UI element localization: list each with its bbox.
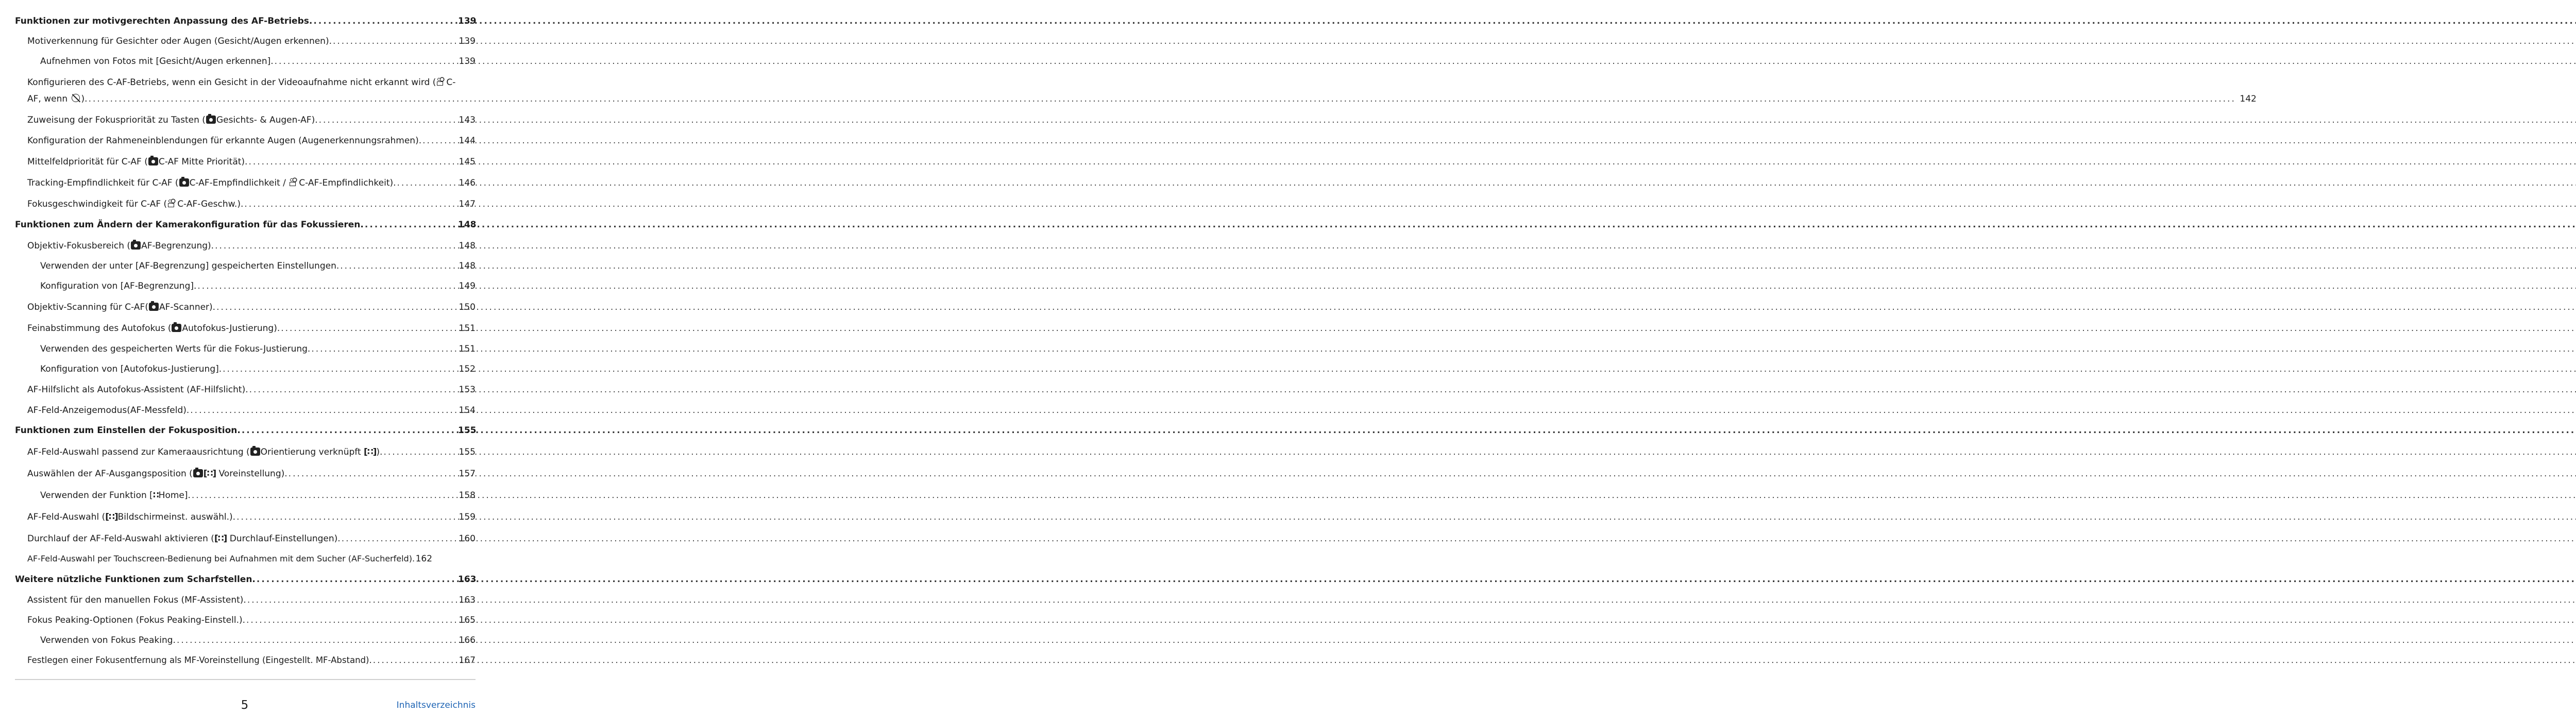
camera-icon	[131, 241, 141, 250]
toc-entry[interactable]	[15, 302, 476, 313]
leader-dots	[319, 114, 455, 126]
toc-entry-title: Konfiguration von [Autofokus-Justierung].	[40, 364, 222, 374]
toc-entry-title-part: Fokusgeschwindigkeit für C-AF (	[27, 199, 167, 209]
toc-entry-title: Aufnehmen von Fotos mit [Gesicht/Augen erkennen].	[40, 56, 274, 67]
toc-entry-page: 151	[459, 344, 476, 354]
toc-entry-title-part: Auswählen der AF-Ausgangsposition (	[27, 469, 193, 479]
leader-dots	[192, 490, 455, 501]
leader-dots	[89, 93, 2236, 105]
toc-entry-title-part: Zuweisung der Fokuspriorität zu Tasten (	[27, 115, 206, 125]
toc-entry[interactable]	[15, 533, 476, 544]
leader-dots	[397, 177, 455, 189]
toc-entry-page: 160	[459, 534, 476, 544]
toc-entry-title: Motiverkennung für Gesichter oder Augen (Gesicht/Augen erkennen).	[27, 36, 332, 46]
toc-entry[interactable]	[15, 405, 476, 416]
toc-entry-title: Fokus Peaking-Optionen (Fokus Peaking-Einstell.).	[27, 615, 246, 625]
toc-entry-page: 148	[459, 241, 476, 251]
camera-icon	[206, 115, 216, 124]
leader-dots	[311, 343, 455, 355]
toc-entry-page: 162	[415, 554, 433, 564]
toc-entry[interactable]	[15, 114, 476, 126]
toc-entry-title-part: Mittelfeldpriorität für C-AF (	[27, 157, 148, 167]
leader-dots	[340, 260, 455, 272]
af-point-icon: [∷]	[203, 469, 216, 479]
leader-dots	[177, 635, 455, 646]
toc-entry-title-part: AF-Scanner).	[159, 302, 216, 312]
toc-entry[interactable]	[15, 635, 476, 646]
toc-entry-page: 155	[459, 447, 476, 457]
toc-entry-title-part: Verwenden der Funktion [	[40, 490, 153, 501]
toc-entry-title-part: AF, wenn	[27, 94, 71, 104]
toc-entry-page: 159	[459, 512, 476, 522]
toc-entry-title-part: C-AF-Empfindlichkeit /	[189, 178, 289, 188]
toc-link[interactable]: Inhaltsverzeichnis	[396, 700, 476, 710]
af-point-icon: ∷	[152, 490, 159, 501]
toc-entry-page: 146	[459, 178, 476, 188]
toc-entry-page: 163	[459, 595, 476, 605]
toc-entry-page: 167	[459, 655, 476, 666]
leader-dots	[383, 446, 455, 458]
toc-entry-title: Funktionen zum Einstellen der Fokusposition.	[15, 425, 241, 436]
toc-entry[interactable]	[15, 363, 476, 375]
toc-entry-title: Funktionen zur motivgerechten Anpassung des AF-Betriebs.	[15, 16, 313, 26]
toc-entry-title-part: Home].	[158, 490, 191, 501]
toc-entry-title-part: Konfigurieren des C-AF-Betriebs, wenn ein Gesicht in der Videoaufnahme nicht erkannt wird (	[27, 77, 436, 88]
toc-entry-page: 155	[458, 425, 477, 436]
toc-entry-page: 163	[458, 574, 477, 585]
leader-dots	[242, 425, 455, 436]
toc-entry[interactable]	[15, 156, 476, 168]
toc-entry-title-part: Durchlauf-Einstellungen).	[227, 534, 341, 544]
af-point-icon: [∷]	[364, 447, 377, 457]
toc-entry-page: 165	[459, 615, 476, 625]
leader-dots	[216, 302, 455, 313]
camera-icon	[193, 469, 203, 477]
toc-entry-line-2	[15, 93, 2257, 105]
toc-entry-title: Assistent für den manuellen Fokus (MF-Assistent).	[27, 595, 246, 605]
toc-entry[interactable]	[15, 135, 476, 146]
leader-dots	[289, 468, 455, 479]
leader-dots	[246, 615, 455, 626]
toc-entry-title: Konfiguration der Rahmeneinblendungen für erkannte Augen (Augenerkennungsrahmen).	[27, 136, 422, 146]
camera-icon	[179, 178, 189, 187]
leader-dots	[365, 219, 455, 230]
toc-entry-page: 152	[459, 364, 476, 374]
camera-icon	[149, 303, 159, 311]
toc-entry-title-part: ).	[81, 94, 88, 104]
camera-icon	[172, 324, 181, 332]
toc-entry-page: 142	[2240, 94, 2257, 104]
toc-entry-page: 143	[459, 115, 476, 125]
page-number: 5	[241, 699, 249, 712]
toc-entry-page: 150	[459, 302, 476, 312]
toc-entry-title-part: C-AF Mitte Priorität).	[158, 157, 248, 167]
toc-entry[interactable]	[15, 177, 476, 189]
toc-entry[interactable]	[15, 260, 476, 272]
leader-dots	[215, 240, 455, 252]
toc-entry-title-part: AF-Begrenzung).	[141, 241, 214, 251]
leader-dots	[333, 36, 455, 47]
leader-dots	[422, 135, 455, 146]
table-of-contents	[15, 11, 2257, 666]
toc-entry-page: 157	[459, 469, 476, 479]
toc-entry-title: AF-Feld-Auswahl per Touchscreen-Bedienung bei Aufnahmen mit dem Sucher (AF-Sucherfeld).	[27, 554, 415, 563]
toc-entry-title-part: Objektiv-Scanning für C-AF(	[27, 302, 148, 312]
toc-entry-title: Verwenden von Fokus Peaking.	[40, 635, 176, 645]
toc-entry-title-part: Bildschirmeinst. auswähl.).	[117, 512, 236, 522]
toc-entry[interactable]	[15, 594, 476, 606]
leader-dots	[373, 655, 455, 666]
movie-mode-icon	[436, 78, 446, 86]
toc-entry-title-part: ).	[376, 447, 383, 457]
toc-entry[interactable]	[15, 56, 476, 67]
leader-dots	[257, 574, 455, 585]
toc-entry[interactable]	[15, 384, 476, 395]
toc-entry[interactable]	[15, 240, 476, 252]
leader-dots	[275, 56, 455, 67]
toc-entry-title: Verwenden der unter [AF-Begrenzung] gespeicherten Einstellungen.	[40, 261, 340, 271]
toc-entry-page: 144	[459, 136, 476, 146]
leader-dots	[244, 198, 455, 210]
toc-entry-page: 158	[459, 490, 476, 501]
footer-divider	[15, 679, 476, 680]
toc-entry[interactable]	[15, 446, 476, 458]
toc-entry[interactable]	[15, 15, 476, 27]
toc-entry-title-part: C-	[446, 77, 456, 88]
movie-mode-icon	[289, 178, 298, 187]
toc-entry[interactable]	[15, 655, 476, 666]
toc-entry[interactable]	[15, 468, 476, 479]
toc-entry-title-part: AF-Feld-Auswahl passend zur Kameraausrichtung (	[27, 447, 250, 457]
toc-entry-title: Festlegen einer Fokusentfernung als MF-Voreinstellung (Eingestellt. MF-Abstand).	[27, 655, 372, 665]
toc-entry-title-part: C-AF-Geschw.).	[177, 199, 244, 209]
toc-entry-page: 145	[459, 157, 476, 167]
camera-icon	[148, 157, 158, 165]
toc-entry-title-part: Autofokus-Justierung).	[182, 323, 280, 334]
toc-entry-page: 139	[459, 36, 476, 46]
leader-dots	[248, 156, 455, 168]
toc-entry[interactable]	[15, 343, 476, 355]
toc-entry-line-1	[15, 77, 476, 88]
toc-entry[interactable]	[15, 490, 476, 501]
toc-entry-title: AF-Feld-Anzeigemodus(AF-Messfeld).	[27, 405, 190, 416]
leader-dots	[342, 533, 455, 544]
toc-entry[interactable]	[15, 511, 476, 523]
toc-entry-page: 147	[459, 199, 476, 209]
toc-entry-title-part: Durchlauf der AF-Feld-Auswahl aktivieren (	[27, 534, 214, 544]
toc-entry-page: 139	[458, 16, 477, 26]
toc-entry[interactable]	[15, 574, 476, 585]
toc-entry-page: 149	[459, 281, 476, 291]
toc-entry[interactable]	[15, 323, 476, 334]
toc-entry-page: 151	[459, 323, 476, 334]
toc-entry-title-part: Voreinstellung).	[216, 469, 287, 479]
af-point-icon: [∷]	[105, 512, 118, 522]
leader-dots	[236, 511, 455, 523]
toc-entry[interactable]	[15, 77, 2257, 105]
movie-mode-icon	[167, 200, 177, 208]
toc-entry-title-part: C-AF-Empfindlichkeit).	[299, 178, 396, 188]
leader-dots	[313, 15, 455, 27]
leader-dots	[197, 280, 455, 292]
toc-entry-title-part: Objektiv-Fokusbereich (	[27, 241, 131, 251]
toc-entry[interactable]	[15, 280, 476, 292]
toc-entry-title: Weitere nützliche Funktionen zum Scharfstellen.	[15, 574, 256, 585]
toc-entry-page: 148	[458, 220, 477, 230]
toc-entry-page: 139	[459, 56, 476, 67]
toc-entry-page: 154	[459, 405, 476, 416]
toc-entry-page: 153	[459, 385, 476, 395]
camera-icon	[250, 447, 260, 456]
toc-entry[interactable]	[15, 425, 476, 436]
toc-entry-title: Funktionen zum Ändern der Kamerakonfiguration für das Fokussieren.	[15, 220, 364, 230]
leader-dots	[247, 594, 455, 606]
toc-entry-title: Verwenden des gespeicherten Werts für die Fokus-Justierung.	[40, 344, 311, 354]
toc-entry[interactable]	[15, 198, 476, 210]
toc-entry[interactable]	[15, 219, 476, 230]
toc-entry-title-part: Feinabstimmung des Autofokus (	[27, 323, 172, 334]
leader-dots	[190, 405, 455, 416]
toc-entry[interactable]	[15, 553, 476, 565]
toc-entry-title: Konfiguration von [AF-Begrenzung].	[40, 281, 197, 291]
toc-entry-title-part: AF-Feld-Auswahl (	[27, 512, 106, 522]
leader-dots	[223, 363, 455, 375]
toc-entry-page: 166	[459, 635, 476, 645]
leader-dots	[249, 384, 455, 395]
face-detection-off-icon	[71, 93, 81, 103]
toc-entry-title-part: Orientierung verknüpft	[260, 447, 364, 457]
toc-entry[interactable]	[15, 615, 476, 626]
leader-dots	[281, 323, 455, 334]
toc-entry[interactable]	[15, 36, 476, 47]
toc-entry-title: AF-Hilfslicht als Autofokus-Assistent (AF-Hilfslicht).	[27, 385, 248, 395]
af-point-icon: [∷]	[214, 534, 227, 544]
toc-entry-page: 148	[459, 261, 476, 271]
toc-entry-title-part: Tracking-Empfindlichkeit für C-AF (	[27, 178, 179, 188]
toc-entry-title-part: Gesichts- & Augen-AF).	[216, 115, 318, 125]
